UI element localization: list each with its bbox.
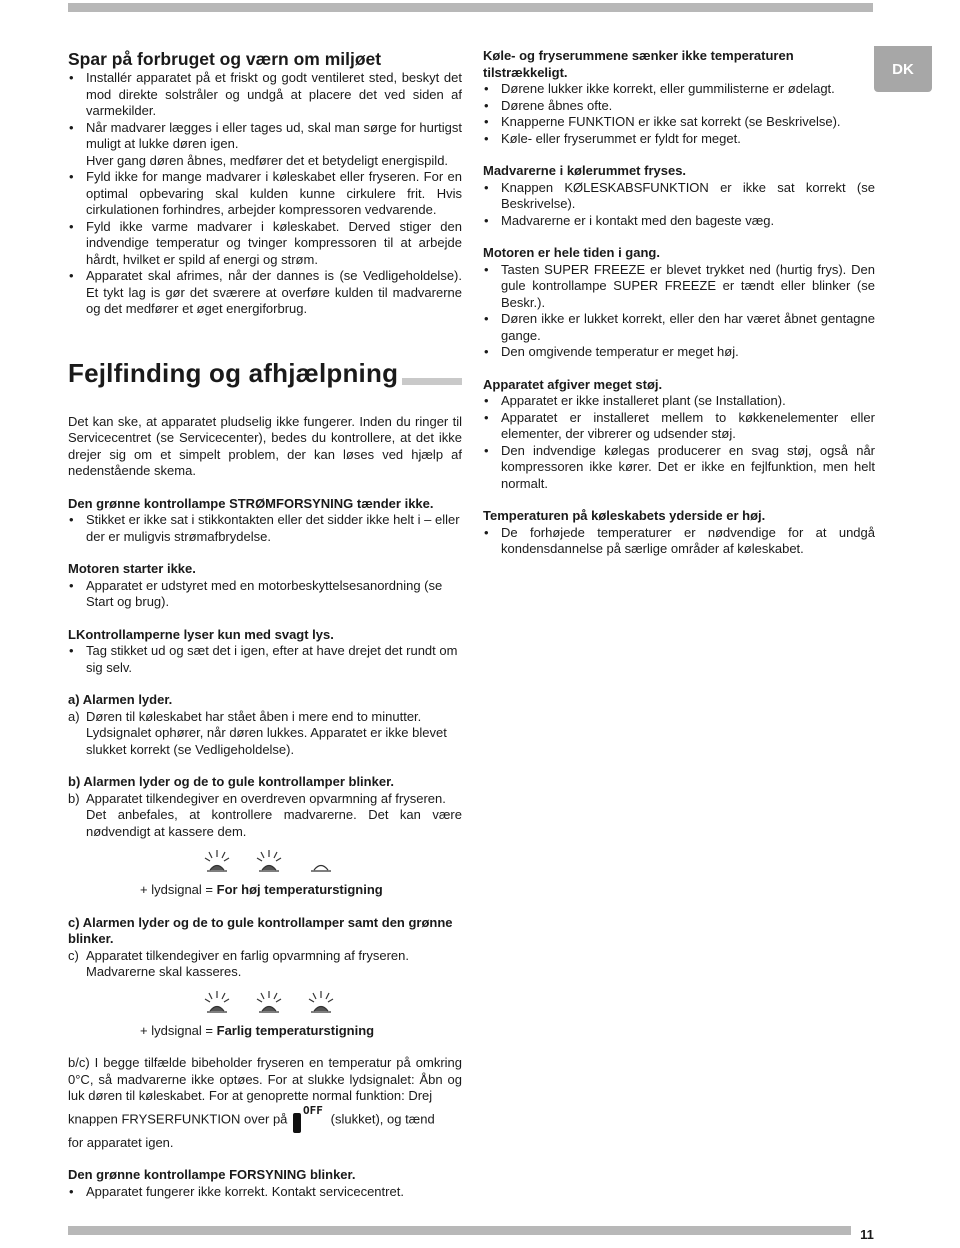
- env-bullet-list-2: [68, 169, 462, 318]
- section-heading: a) Alarmen lyder.: [68, 692, 173, 707]
- language-tab-label: DK: [892, 60, 914, 78]
- bc-text: b/c) I begge tilfælde bibeholder fryseren en temperatur på omkring 0°C, så madvarerne ikke optøes. For at slukke lydsignalet: Åbn og luk døren til køleskabet. For at genoprette normal funktion: Drej: [68, 1055, 462, 1103]
- list-item: • Knapperne FUNKTION er ikke sat korrekt (se Beskrivelse).: [483, 114, 875, 131]
- item-label: a): [68, 708, 80, 724]
- off-switch-icon: [291, 1105, 327, 1135]
- section-heading: Den grønne kontrollampe FORSYNING blinker.: [68, 1167, 356, 1182]
- bottom-rule: [68, 1226, 851, 1235]
- section-heading: Madvarerne i kølerummet fryses.: [483, 163, 687, 178]
- list-item: • Apparatet er installeret mellem to køkkenelementer eller elementer, der vibrerer og udsender støj.: [483, 410, 875, 443]
- section-heading: Motoren er hele tiden i gang.: [483, 245, 660, 260]
- alarm-a-text: a) Døren til køleskabet har stået åben i mere end to minutter.: [68, 708, 422, 724]
- alarm-c-text: c) Apparatet tilkendegiver en farlig opvarmning af fryseren.: [68, 947, 410, 963]
- blinking-lamp-icon: [204, 989, 230, 1017]
- list-item: • Fyld ikke for mange madvarer i køleskabet eller fryseren. For en optimal opbevaring skal kulden kunne cirkulere frit. Hvis cirkulationen forhindres, arbejder kompressoren vedvarende.: [68, 169, 462, 219]
- section-motor-running: [483, 245, 875, 361]
- section-noise: [483, 377, 875, 493]
- item-label: b): [68, 790, 80, 806]
- alarm-a-text-2: Lydsignalet ophører, når døren lukkes. Apparatet er ikke blevet slukket korrekt (se Vedligeholdelse).: [86, 725, 447, 757]
- list-item: • Køle- eller fryserummet er fyldt for meget.: [483, 131, 875, 148]
- section-outside-hot: [483, 508, 875, 558]
- left-column: [68, 50, 462, 1200]
- section-power-lamp: [68, 496, 462, 546]
- list-item: • Fyld ikke varme madvarer i køleskabet. Derved stiger den indvendige temperatur og tvinger kompressoren til at arbejde hårdt, hvilket er spild af energi og strøm.: [68, 219, 462, 269]
- list-item: • Apparatet er udstyret med en motorbeskyttelsesanordning (se Start og brug).: [68, 578, 462, 611]
- section-bc-note: [68, 1055, 462, 1151]
- alarm-b-text-2: Det anbefales, at kontrollere madvarerne. Det kan være nødvendigt at kassere dem.: [86, 807, 462, 839]
- right-column: [483, 48, 875, 558]
- blinking-lamp-icon: [308, 989, 334, 1017]
- list-item: • Apparatet er ikke installeret plant (se Installation).: [483, 393, 875, 410]
- blinking-lamp-icon: [256, 848, 282, 876]
- list-item: • Madvarerne er i kontakt med den bageste væg.: [483, 213, 875, 230]
- list-item: • Når madvarer lægges i eller tages ud, skal man sørge for hurtigst muligt at lukke døren igen.: [68, 120, 462, 153]
- section-food-freezes: [483, 163, 875, 229]
- list-item: • Tasten SUPER FREEZE er blevet trykket ned (hurtig frys). Den gule kontrollampe SUPER FREEZE er tændt eller blinker (se Beskr.).: [483, 262, 875, 312]
- section-heading: LKontrollamperne lyser kun med svagt lys.: [68, 626, 334, 642]
- bc-text-3: for apparatet igen.: [68, 1134, 174, 1150]
- list-item: • Den indvendige kølegas producerer en svag støj, også når kompressoren ikke kører. Det er ikke en fejlfunktion, men helt normalt.: [483, 443, 875, 493]
- section-heading: Apparatet afgiver meget støj.: [483, 376, 663, 392]
- list-item: • Dørene åbnes ofte.: [483, 98, 875, 115]
- trouble-title: Fejlfinding og afhjælpning: [68, 356, 402, 390]
- trouble-title-block: [68, 356, 462, 396]
- lamp-row-b: [204, 848, 462, 876]
- section-dim-lamps: [68, 627, 462, 677]
- env-title: Spar på forbruget og værn om miljøet: [68, 49, 382, 69]
- section-alarm-b: [68, 774, 462, 899]
- alarm-c-caption: + lydsignal = Farlig temperaturstigning: [140, 1022, 375, 1038]
- list-item: • Apparatet skal afrimes, når der dannes is (se Vedligeholdelse). Et tykt lag is gør det sværere at overføre kulden til madvarerne og det medfører et øget energiforbrug.: [68, 268, 462, 318]
- trouble-intro: Det kan ske, at apparatet pludselig ikke fungerer. Inden du ringer til Servicecentret (se Servicecenter), bedes du kontrollere, at det ikke drejer sig om et simpelt problem, der kan løses ved hjælp af nedenstående skema.: [68, 413, 462, 478]
- list-item: • Tag stikket ud og sæt det i igen, efter at have drejet det rundt om sig selv.: [68, 643, 462, 676]
- language-tab: [874, 46, 932, 92]
- alarm-b-text: b) Apparatet tilkendegiver en overdreven opvarmning af fryseren.: [68, 790, 446, 806]
- section-alarm-a: [68, 692, 462, 758]
- list-item: • Dørene lukker ikke korrekt, eller gummilisterne er ødelagt.: [483, 81, 875, 98]
- section-temp-not-low: [483, 48, 875, 147]
- off-label: OFF: [303, 1103, 323, 1117]
- blinking-lamp-icon: [256, 989, 282, 1017]
- page-number: 11: [860, 1226, 874, 1242]
- list-item: • De forhøjede temperaturer er nødvendige for at undgå kondensdannelse på særlige områder af køleskabet.: [483, 525, 875, 558]
- lamp-row-c: [204, 989, 462, 1017]
- section-heading: Den grønne kontrollampe STRØMFORSYNING tænder ikke.: [68, 495, 434, 511]
- blinking-lamp-icon: [204, 848, 230, 876]
- bc-text-2: knappen FRYSERFUNKTION over på OFF (slukket), og tænd: [68, 1105, 462, 1135]
- section-motor: [68, 561, 462, 611]
- item-label: c): [68, 947, 79, 963]
- lamp-icon: [308, 848, 334, 876]
- section-heading: b) Alarmen lyder og de to gule kontrollamper blinker.: [68, 774, 395, 789]
- section-heading: Temperaturen på køleskabets yderside er høj.: [483, 508, 766, 523]
- section-supply-blink: [68, 1167, 462, 1200]
- section-heading: c) Alarmen lyder og de to gule kontrollamper samt den grønne blinker.: [68, 914, 453, 946]
- top-rule: [68, 3, 873, 12]
- list-item: • Stikket er ikke sat i stikkontakten eller det sidder ikke helt i – eller der er muligvis strømafbrydelse.: [68, 512, 462, 545]
- alarm-b-caption: + lydsignal = For høj temperaturstigning: [140, 882, 383, 897]
- alarm-c-text-2: Madvarerne skal kasseres.: [86, 964, 242, 979]
- env-bullet-list: [68, 70, 462, 153]
- section-heading: Motoren starter ikke.: [68, 561, 196, 576]
- env-paragraph: Hver gang døren åbnes, medfører det et betydeligt energispild.: [86, 152, 449, 168]
- list-item: • Døren ikke er lukket korrekt, eller den har været åbnet gentagne gange.: [483, 311, 875, 344]
- section-heading: Køle- og fryserummene sænker ikke temperaturen tilstrækkeligt.: [483, 48, 794, 80]
- list-item: • Den omgivende temperatur er meget høj.: [483, 344, 875, 361]
- section-alarm-c: [68, 915, 462, 1040]
- list-item: • Installér apparatet på et friskt og godt ventileret sted, beskyt det mod direkte solstråler og undgå at placere det ved siden af varmekilder.: [68, 70, 462, 120]
- list-item: • Apparatet fungerer ikke korrekt. Kontakt servicecentret.: [68, 1184, 462, 1201]
- list-item: • Knappen KØLESKABSFUNKTION er ikke sat korrekt (se Beskrivelse).: [483, 180, 875, 213]
